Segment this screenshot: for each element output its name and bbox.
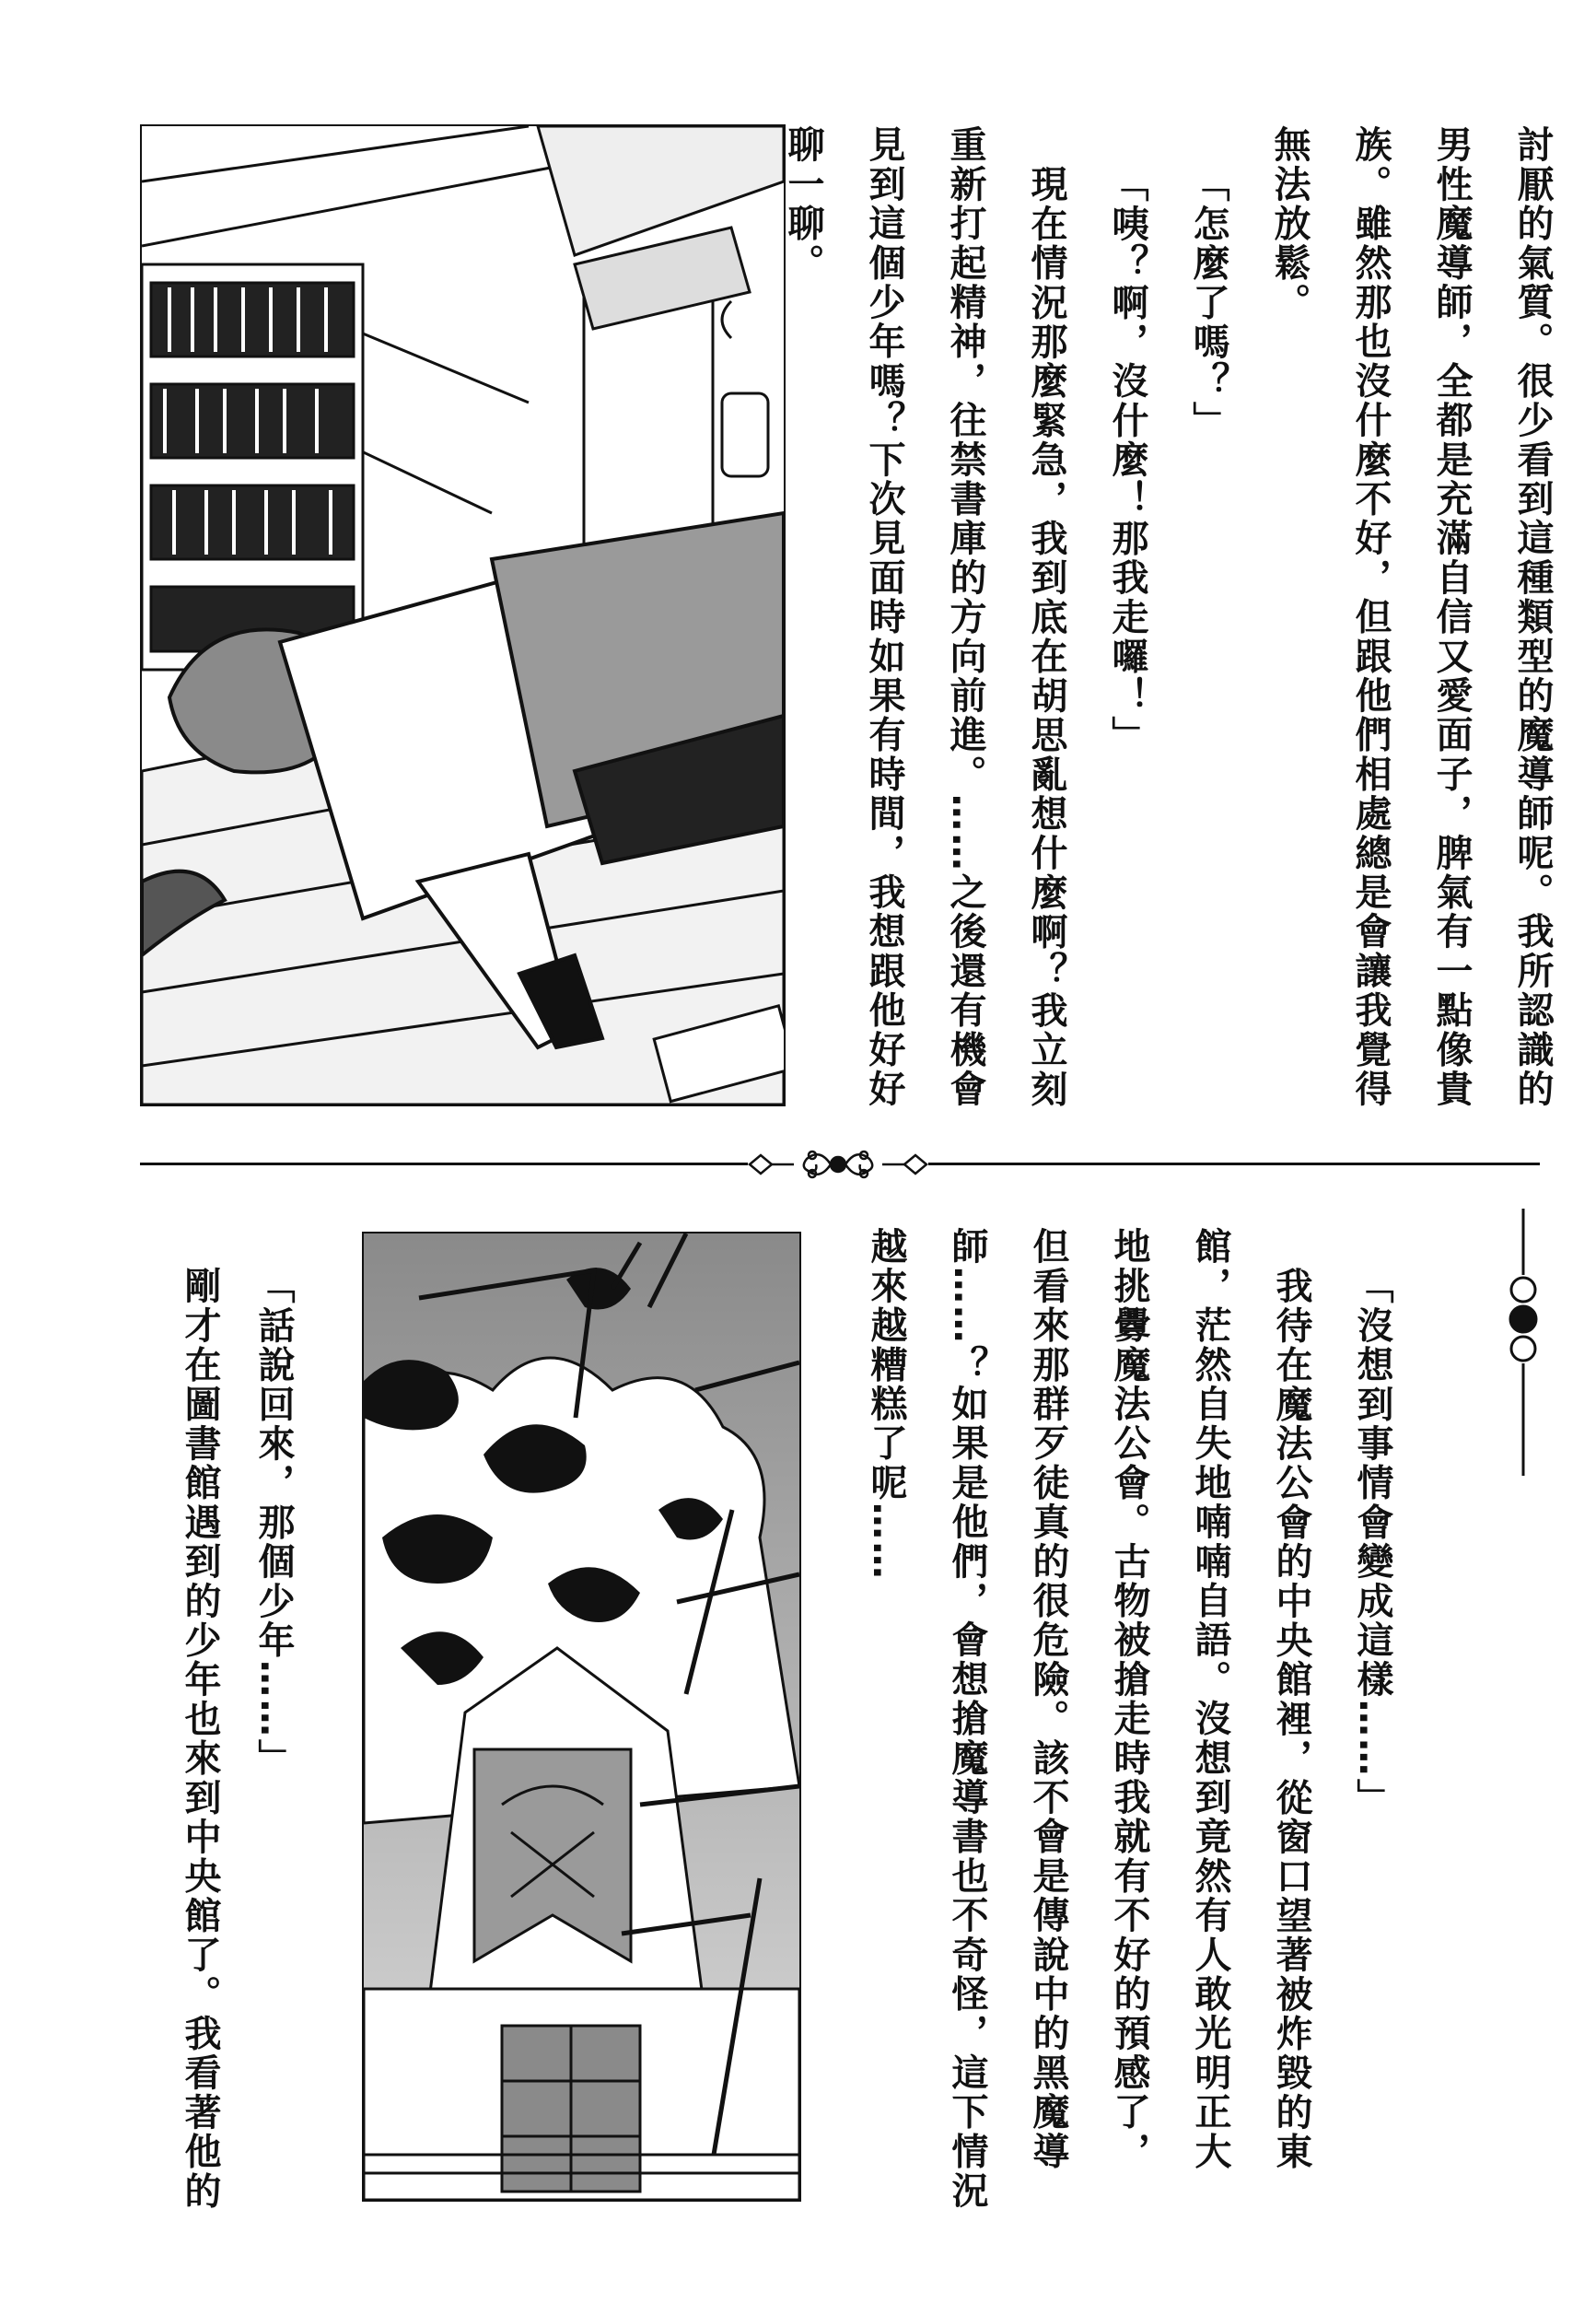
text-column: 聊一聊。 [782, 125, 824, 283]
text-column: 現在情況那麼緊急，我到底在胡思亂想什麼啊？我立刻 [1025, 165, 1067, 1109]
text-column: 重新打起精神，往禁書庫的方向前進。……之後還有機會 [944, 125, 986, 1109]
lantern [722, 301, 768, 476]
library-scene-drawing [142, 126, 784, 1105]
text-column: 男性魔導師，全都是充滿自信又愛面子，脾氣有一點像貴 [1430, 125, 1473, 1109]
text-column: 見到這個少年嗎？下次見面時如果有時間，我想跟他好好 [863, 125, 905, 1109]
text-column: 討厭的氣質。很少看到這種類型的魔導師呢。我所認識的 [1511, 125, 1554, 1109]
scene-break-marker [1509, 1209, 1538, 1485]
text-column: 剛才在圖書館遇到的少年也來到中央館了。我看著他的 [179, 1267, 221, 2211]
circle-markers-icon [1509, 1209, 1538, 1485]
text-column: 館，茫然自失地喃喃自語。沒想到竟然有人敢光明正大 [1189, 1227, 1231, 2171]
bookshelf [142, 264, 363, 670]
text-column: 「沒想到事情會變成這樣……」 [1351, 1267, 1393, 1818]
text-column: 越來越糟糕了呢…… [865, 1227, 907, 1582]
text-column: 族。雖然那也沒什麼不好，但跟他們相處總是會讓我覺得 [1349, 125, 1392, 1109]
illustration-guild-explosion [362, 1232, 801, 2202]
divider-ornament [748, 1140, 928, 1188]
text-column: 無法放鬆。 [1268, 125, 1311, 322]
flourish-icon [748, 1140, 928, 1188]
text-column: 「話說回來，那個少年……」 [252, 1267, 295, 1779]
text-column: 地挑釁魔法公會。古物被搶走時我就有不好的預感了， [1108, 1227, 1150, 2171]
illustration-library-scene [140, 124, 786, 1106]
text-column: 「怎麼了嗎？」 [1187, 165, 1229, 440]
text-column: 但看來那群歹徒真的很危險。該不會是傳說中的黑魔導 [1027, 1227, 1069, 2171]
text-column: 師……？如果是他們，會想搶魔導書也不奇怪，這下情況 [946, 1227, 988, 2211]
guild-explosion-drawing [364, 1233, 799, 2200]
text-column: 「咦？啊，沒什麼！那我走囉！」 [1106, 165, 1148, 755]
text-column: 我待在魔法公會的中央館裡，從窗口望著被炸毀的東 [1270, 1267, 1312, 2172]
